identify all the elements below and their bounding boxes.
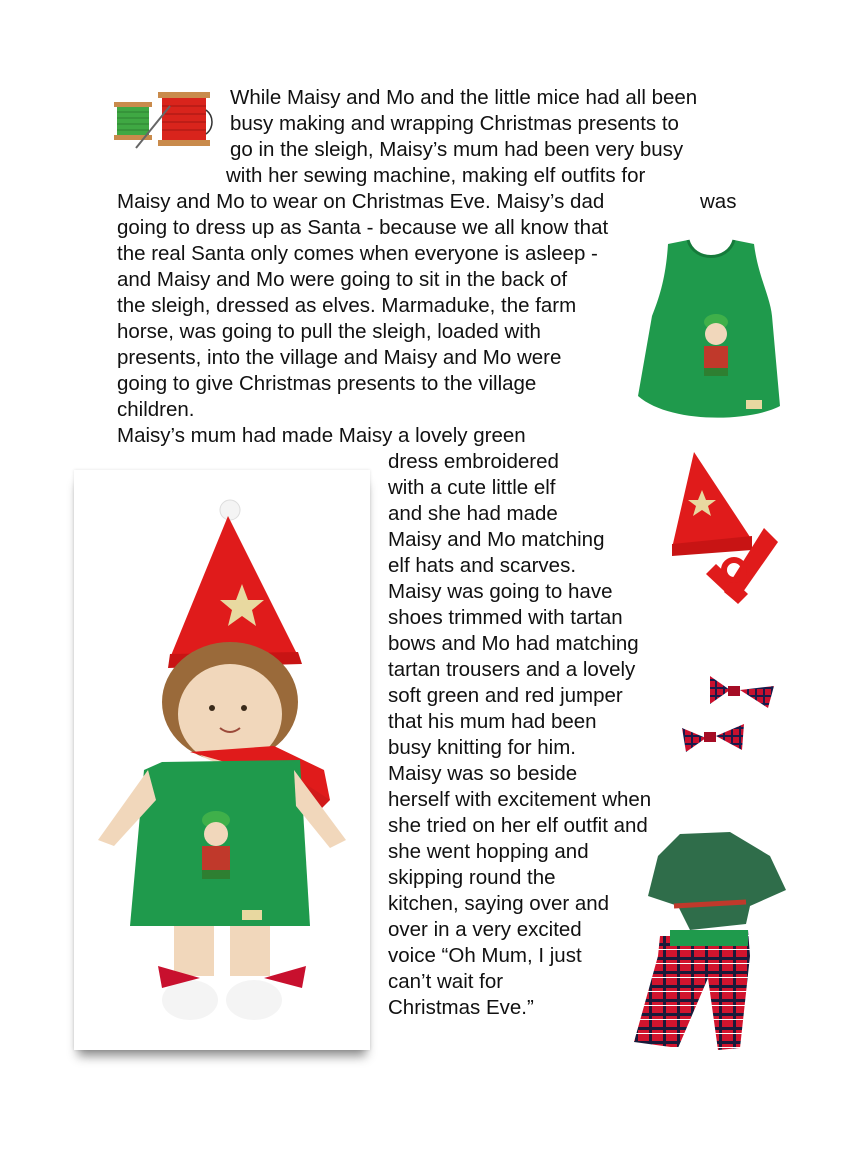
story-line-28: herself with excitement when — [388, 788, 652, 811]
story-line-16: with a cute little elf — [388, 476, 556, 499]
story-line-14: Maisy’s mum had made Maisy a lovely green — [117, 424, 526, 447]
story-line-29: she tried on her elf outfit and — [388, 814, 648, 837]
story-line-17: and she had made — [388, 502, 558, 525]
story-line-4: with her sewing machine, making elf outfits for — [226, 164, 646, 187]
story-line-25: that his mum had been — [388, 710, 597, 733]
story-line-13: children. — [117, 398, 195, 421]
cotton-reels-icon — [112, 88, 216, 150]
story-line-9: the sleigh, dressed as elves. Marmaduke, the farm — [117, 294, 577, 317]
story-line-26: busy knitting for him. — [388, 736, 576, 759]
story-line-34: voice “Oh Mum, I just — [388, 944, 582, 967]
elf-dress-image — [630, 236, 792, 438]
story-line-15: dress embroidered — [388, 450, 559, 473]
story-line-7: the real Santa only comes when everyone is asleep - — [117, 242, 598, 265]
story-line-21: shoes trimmed with tartan — [388, 606, 623, 629]
story-line-5: Maisy and Mo to wear on Christmas Eve. Maisy’s dad — [117, 190, 605, 213]
story-line-18: Maisy and Mo matching — [388, 528, 605, 551]
story-line-30: she went hopping and — [388, 840, 589, 863]
story-line-20: Maisy was going to have — [388, 580, 613, 603]
jumper-trousers-image — [630, 826, 790, 1056]
story-line-2: busy making and wrapping Christmas presents to — [230, 112, 679, 135]
tartan-bows-image — [680, 668, 778, 762]
story-line-10: horse, was going to pull the sleigh, loaded with — [117, 320, 541, 343]
story-line-19: elf hats and scarves. — [388, 554, 577, 577]
story-line-6: going to dress up as Santa - because we all know that — [117, 216, 609, 239]
story-line-22: bows and Mo had matching — [388, 632, 639, 655]
story-line-27: Maisy was so beside — [388, 762, 578, 785]
story-line-1: While Maisy and Mo and the little mice had all been — [230, 86, 698, 109]
story-line-8: and Maisy and Mo were going to sit in the back of — [117, 268, 568, 291]
story-line-33: over in a very excited — [388, 918, 582, 941]
story-line-24: soft green and red jumper — [388, 684, 623, 707]
story-line-5b: was — [700, 190, 737, 213]
elf-hat-scarf-image — [664, 444, 784, 610]
story-line-12: going to give Christmas presents to the village — [117, 372, 537, 395]
story-line-11: presents, into the village and Maisy and Mo were — [117, 346, 562, 369]
photo-frame — [74, 470, 370, 1050]
story-line-3: go in the sleigh, Maisy’s mum had been very busy — [230, 138, 684, 161]
story-line-35: can’t wait for — [388, 970, 504, 993]
story-line-32: kitchen, saying over and — [388, 892, 610, 915]
story-line-23: tartan trousers and a lovely — [388, 658, 636, 681]
elf-doll-photo — [74, 470, 370, 1050]
story-line-36: Christmas Eve.” — [388, 996, 534, 1019]
story-line-31: skipping round the — [388, 866, 556, 889]
